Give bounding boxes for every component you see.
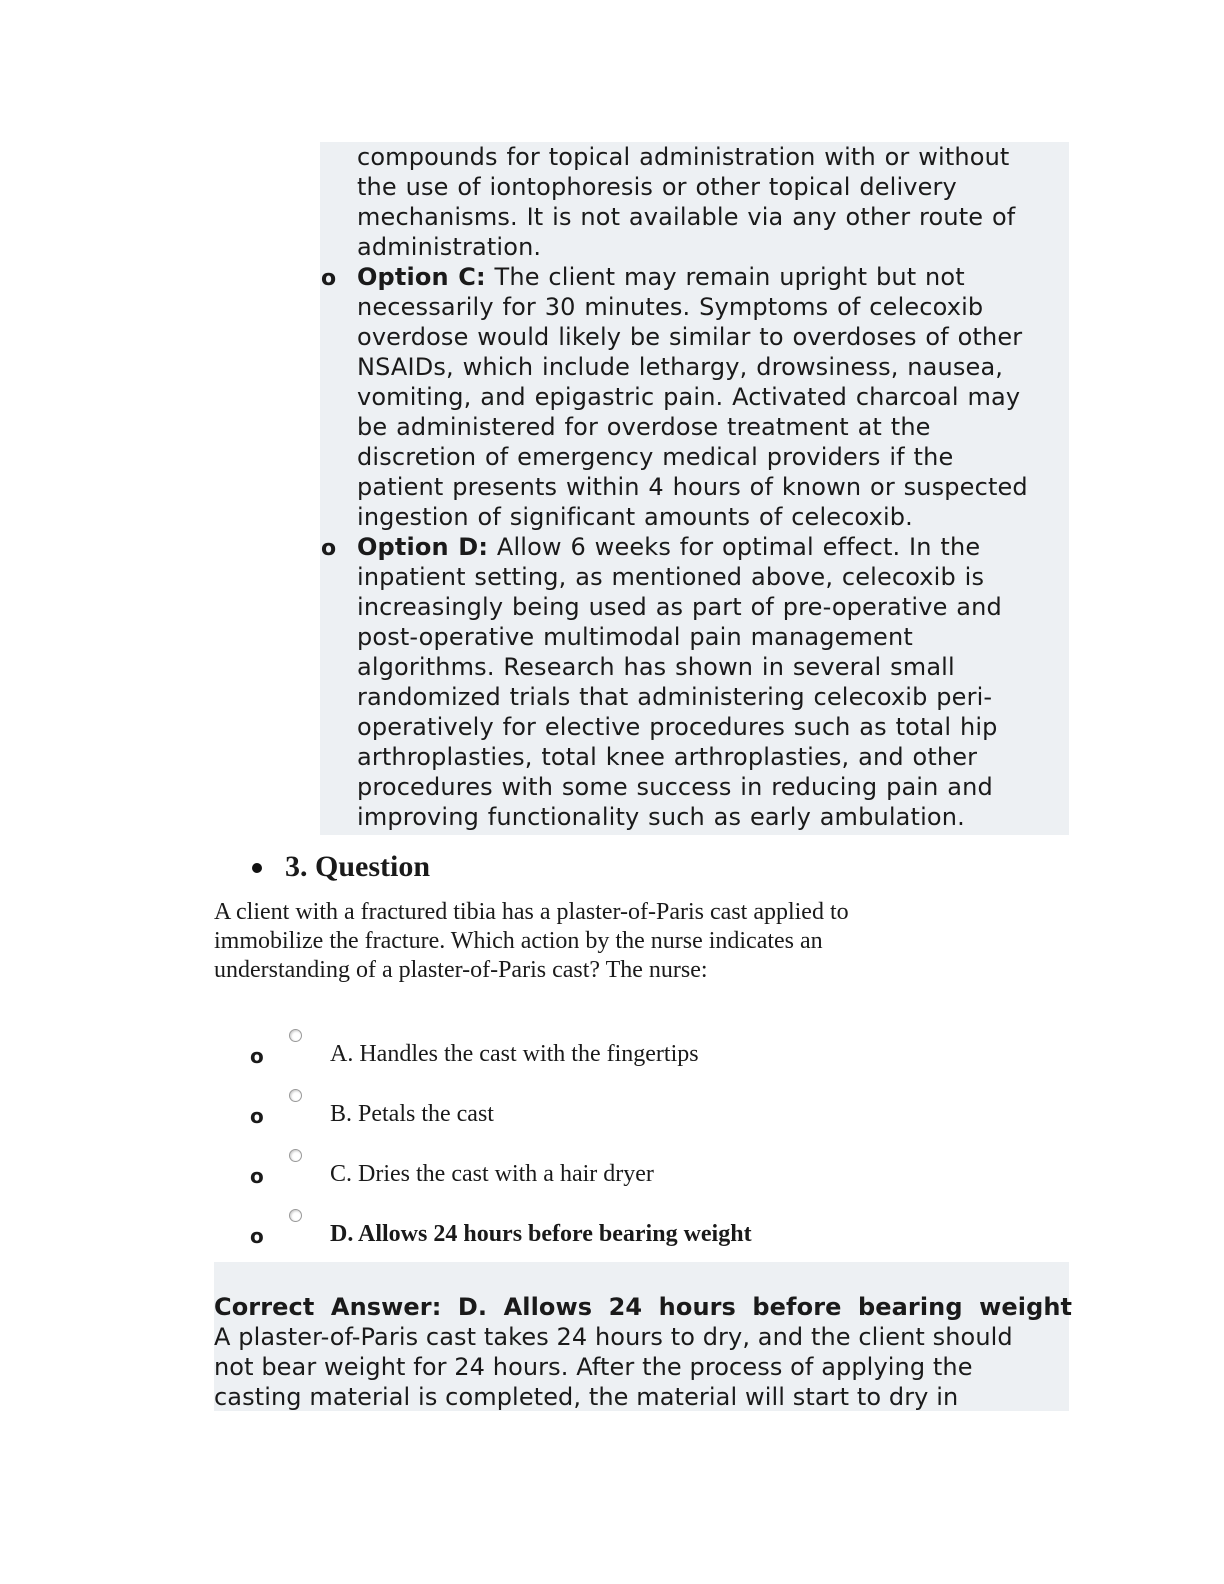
answer-option-c[interactable] [0, 1142, 1224, 1202]
option-c-text-line: patient presents within 4 hours of known or suspected [357, 473, 1028, 501]
option-b-text-line: mechanisms. It is not available via any other route of [357, 203, 1016, 231]
question-text-line: A client with a fractured tibia has a plaster-of-Paris cast applied to [214, 899, 849, 925]
answer-option-d[interactable] [0, 1202, 1224, 1262]
question-heading: 3. Question [285, 850, 431, 883]
option-marker: o [250, 1044, 264, 1068]
option-d-bullet: o [321, 536, 337, 561]
option-d-text-line: algorithms. Research has shown in several small [357, 653, 955, 681]
option-c-text: The client may remain upright but not [485, 263, 965, 291]
question-text [214, 898, 1014, 985]
option-marker: o [250, 1224, 264, 1248]
option-b-text-line: administration. [357, 233, 542, 261]
option-b-text-line: compounds for topical administration with or without [357, 143, 1010, 171]
option-marker: o [250, 1164, 264, 1188]
option-c-text-line: necessarily for 30 minutes. Symptoms of celecoxib [357, 293, 984, 321]
option-c-radio[interactable] [289, 1149, 302, 1162]
option-d-text-line: increasingly being used as part of pre-operative and [357, 593, 1002, 621]
option-c-text-line: ingestion of significant amounts of celecoxib. [357, 503, 913, 531]
option-d-text-line: post-operative multimodal pain management [357, 623, 913, 651]
option-marker: o [250, 1104, 264, 1128]
option-c-text-line: overdose would likely be similar to overdoses of other [357, 323, 1023, 351]
answer-option-a[interactable] [0, 1022, 1224, 1082]
option-c-label: Option C: [357, 263, 486, 291]
question-text-line: immobilize the fracture. Which action by the nurse indicates an [214, 928, 823, 954]
option-d-label: Option D: [357, 533, 489, 561]
option-d-text-line: arthroplasties, total knee arthroplasties, and other [357, 743, 978, 771]
option-c-text-line: NSAIDs, which include lethargy, drowsiness, nausea, [357, 353, 1004, 381]
option-a-radio[interactable] [289, 1029, 302, 1042]
option-d-first-line [357, 532, 1069, 562]
option-c-text-line: be administered for overdose treatment at the [357, 413, 931, 441]
question-bullet-icon [252, 863, 262, 873]
option-d-text: Allow 6 weeks for optimal effect. In the [488, 533, 981, 561]
option-c-label[interactable]: C. Dries the cast with a hair dryer [330, 1161, 654, 1187]
option-c-text-line: vomiting, and epigastric pain. Activated charcoal may [357, 383, 1021, 411]
correct-answer-text [214, 1292, 1073, 1412]
option-d-text-line: operatively for elective procedures such as total hip [357, 713, 998, 741]
answer-rationale-line: A plaster-of-Paris cast takes 24 hours to dry, and the client should [214, 1323, 1013, 1351]
option-c-text-line: discretion of emergency medical providers if the [357, 443, 954, 471]
option-d-text-line: improving functionality such as early ambulation. [357, 803, 965, 831]
option-b-label[interactable]: B. Petals the cast [330, 1101, 494, 1127]
option-d-radio[interactable] [289, 1209, 302, 1222]
option-c-bullet: o [321, 266, 337, 291]
option-c-first-line [357, 262, 1069, 292]
option-b-text-line: the use of iontophoresis or other topical delivery [357, 173, 957, 201]
option-b-radio[interactable] [289, 1089, 302, 1102]
option-d-text-line: randomized trials that administering celecoxib peri- [357, 683, 993, 711]
question-text-line: understanding of a plaster-of-Paris cast? The nurse: [214, 957, 708, 983]
option-d-text-line: inpatient setting, as mentioned above, celecoxib is [357, 563, 985, 591]
correct-answer-title: Correct Answer: D. Allows 24 hours before bearing weight [214, 1293, 1073, 1321]
answer-option-b[interactable] [0, 1082, 1224, 1142]
option-a-label[interactable]: A. Handles the cast with the fingertips [330, 1041, 699, 1067]
answer-rationale-line: not bear weight for 24 hours. After the process of applying the [214, 1353, 973, 1381]
option-d-label[interactable]: D. Allows 24 hours before bearing weight [330, 1221, 752, 1247]
explanation-text [357, 142, 1069, 832]
option-d-text-line: procedures with some success in reducing pain and [357, 773, 993, 801]
answer-rationale-line: casting material is completed, the material will start to dry in [214, 1383, 959, 1411]
